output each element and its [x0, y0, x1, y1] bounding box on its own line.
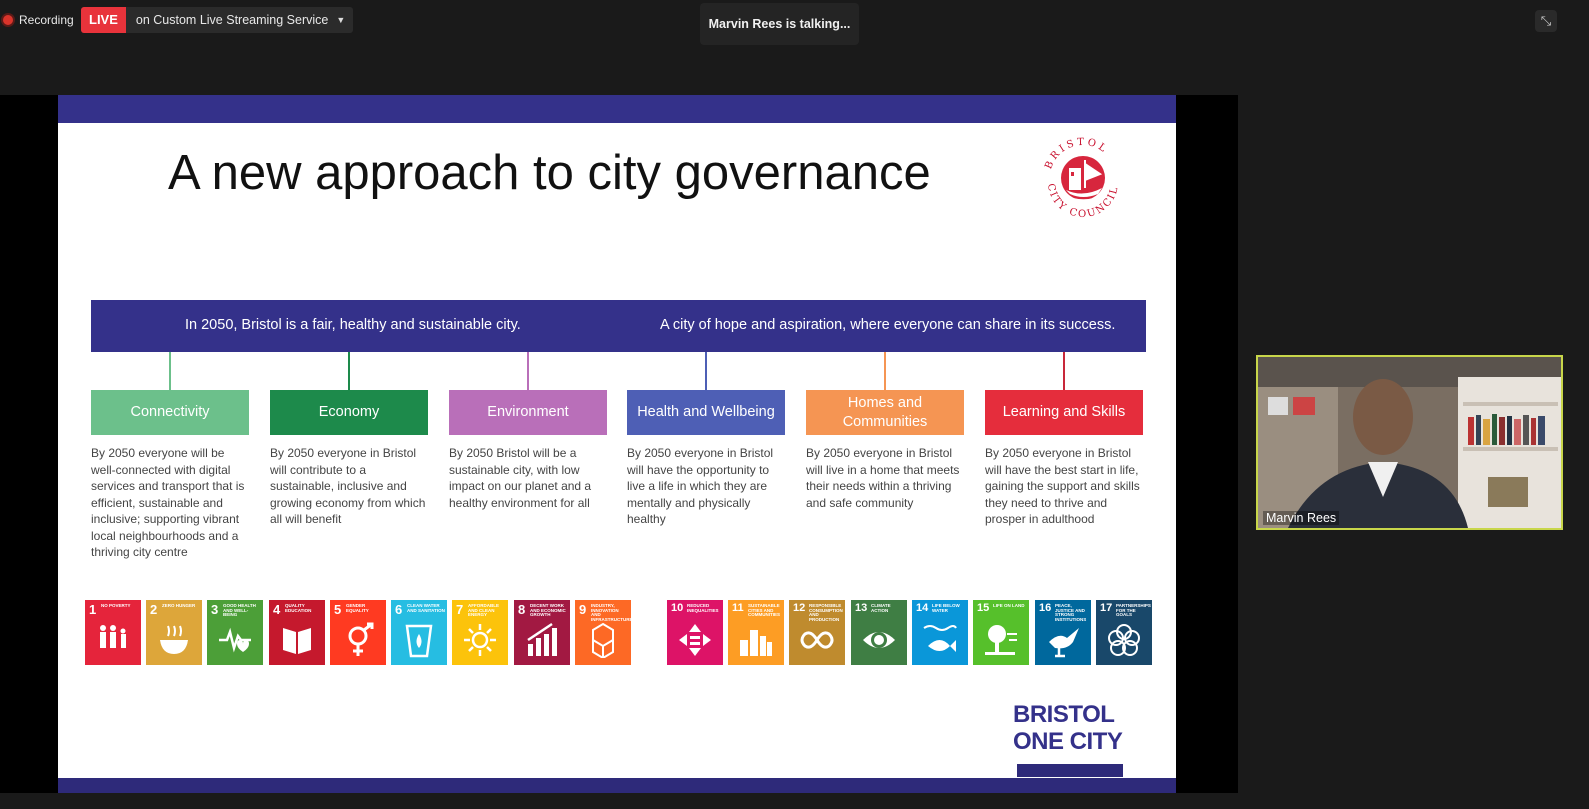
bristol-city-council-seal	[1038, 130, 1128, 225]
family-icon	[95, 622, 131, 658]
sdg-tile	[146, 600, 202, 665]
banner-left-text: In 2050, Bristol is a fair, healthy and sustainable city.	[185, 317, 521, 333]
sdg-label: GENDER EQUALITY	[346, 603, 369, 613]
sdg-label: LIFE BELOW WATER	[932, 603, 960, 613]
theme-description: By 2050 everyone in Bristol will contribute to a sustainable, inclusive and growing economy from which all will benefit	[270, 446, 426, 527]
sdg-tile	[575, 600, 631, 665]
book-icon	[279, 622, 315, 658]
logo-line2: ONE CITY	[1013, 728, 1123, 755]
sdg-label: PARTNERSHIPS FOR THE GOALS	[1116, 603, 1151, 618]
theme-connector	[705, 352, 707, 390]
theme-description: By 2050 everyone in Bristol will live in a home that meets their needs within a thriving and safe community	[806, 446, 960, 510]
slide-bottom-band	[58, 778, 1176, 793]
dove-icon	[1045, 622, 1081, 658]
sdg-tile	[851, 600, 907, 665]
sdg-tile	[85, 600, 141, 665]
sdg-number: 5	[334, 602, 342, 617]
theme-description: By 2050 Bristol will be a sustainable city, with low impact on our planet and a healthy environment for all	[449, 446, 592, 510]
sdg-tile	[391, 600, 447, 665]
theme-box: Economy	[270, 390, 428, 435]
active-speaker-toast: Marvin Rees is talking...	[700, 3, 859, 45]
sdg-number: 6	[395, 602, 403, 617]
sdg-number: 13	[855, 602, 868, 614]
growth-icon	[524, 622, 560, 658]
water-icon	[401, 622, 437, 658]
sdg-tile	[514, 600, 570, 665]
sdg-tile	[1035, 600, 1091, 665]
exit-fullscreen-button[interactable]	[1535, 10, 1557, 32]
sdg-label: SUSTAINABLE CITIES AND COMMUNITIES	[748, 603, 780, 618]
sdg-tile	[973, 600, 1029, 665]
slide-title: A new approach to city governance	[168, 146, 931, 200]
sdg-tile	[452, 600, 508, 665]
sdg-label: QUALITY EDUCATION	[285, 603, 312, 613]
theme-connector	[348, 352, 350, 390]
sdg-number: 17	[1100, 602, 1113, 614]
sdg-tile	[728, 600, 784, 665]
theme-description: By 2050 everyone will be well-connected with digital services and transport that is efficient, sustainable and inclusive; supporting vibrant local neighbourhoods and a thriving city centre	[91, 446, 245, 560]
equality-icon	[677, 622, 713, 658]
meeting-top-bar	[0, 0, 1589, 50]
sdg-number: 7	[456, 602, 464, 617]
sdg-number: 11	[732, 602, 744, 614]
logo-bar	[1017, 764, 1123, 777]
infinity-icon	[799, 622, 835, 658]
eye-globe-icon	[861, 622, 897, 658]
sdg-tile	[330, 600, 386, 665]
sdg-label: AFFORDABLE AND CLEAN ENERGY	[468, 603, 499, 618]
logo-line1: BRISTOL	[1013, 701, 1115, 728]
exit-fullscreen-icon: ⤡	[1540, 13, 1552, 28]
sdg-tile	[789, 600, 845, 665]
participant-video[interactable]	[1256, 355, 1563, 530]
fish-icon	[922, 622, 958, 658]
slide-top-band	[58, 95, 1176, 123]
theme-description: By 2050 everyone in Bristol will have the opportunity to live a life in which they are mentally and physically healthy	[627, 446, 774, 527]
live-stream-dropdown[interactable]	[81, 7, 353, 33]
tree-icon	[983, 622, 1019, 658]
banner-right-text: A city of hope and aspiration, where everyone can share in its success.	[660, 317, 1116, 333]
participant-name: Marvin Rees	[1263, 511, 1339, 525]
rings-icon	[1106, 622, 1142, 658]
bowl-icon	[156, 622, 192, 658]
caret-down-icon: ▼	[336, 15, 346, 25]
sdg-number: 9	[579, 602, 587, 617]
sdg-tile	[207, 600, 263, 665]
bristol-one-city-logo	[1013, 701, 1128, 781]
sdg-number: 15	[977, 602, 990, 614]
sdg-number: 14	[916, 602, 929, 614]
sdg-tile	[667, 600, 723, 665]
theme-connector	[1063, 352, 1065, 390]
vision-banner	[91, 300, 1146, 352]
live-badge: LIVE	[81, 7, 126, 33]
sdg-label: GOOD HEALTH AND WELL-BEING	[223, 603, 256, 618]
sdg-label: RESPONSIBLE CONSUMPTION AND PRODUCTION	[809, 603, 843, 623]
sdg-number: 2	[150, 602, 158, 617]
theme-box: Homes and Communities	[806, 390, 964, 435]
live-service-label: on Custom Live Streaming Service	[135, 13, 329, 27]
sdg-number: 16	[1039, 602, 1052, 614]
sun-icon	[462, 622, 498, 658]
record-icon	[3, 15, 13, 25]
sdg-number: 3	[211, 602, 219, 617]
theme-connector	[527, 352, 529, 390]
sdg-tile	[912, 600, 968, 665]
theme-connector	[884, 352, 886, 390]
sdg-number: 4	[273, 602, 281, 617]
theme-box: Health and Wellbeing	[627, 390, 785, 435]
sdg-tile	[269, 600, 325, 665]
sdg-label: REDUCED INEQUALITIES	[687, 603, 719, 613]
sdg-number: 10	[671, 602, 684, 614]
sdg-label: LIFE ON LAND	[993, 603, 1025, 608]
sdg-number: 1	[89, 602, 97, 617]
theme-box: Learning and Skills	[985, 390, 1143, 435]
sdg-label: CLIMATE ACTION	[871, 603, 891, 613]
sdg-tile	[1096, 600, 1152, 665]
gender-icon	[340, 622, 376, 658]
theme-connector	[169, 352, 171, 390]
svg-text:BRISTOL: BRISTOL	[1043, 136, 1111, 171]
sdg-label: NO POVERTY	[101, 603, 131, 608]
cubes-icon	[585, 622, 621, 658]
video-feed	[1258, 357, 1561, 528]
theme-box: Connectivity	[91, 390, 249, 435]
city-icon	[738, 622, 774, 658]
presentation-slide	[58, 95, 1176, 793]
theme-box: Environment	[449, 390, 607, 435]
sdg-number: 12	[793, 602, 806, 614]
recording-label: Recording	[19, 13, 74, 27]
sdg-label: CLEAN WATER AND SANITATION	[407, 603, 445, 613]
theme-description: By 2050 everyone in Bristol will have the best start in life, gaining the support and skills they need to thrive and prosper in adulthood	[985, 446, 1140, 527]
heartbeat-icon	[217, 622, 253, 658]
sdg-label: PEACE, JUSTICE AND STRONG INSTITUTIONS	[1055, 603, 1087, 623]
sdg-label: DECENT WORK AND ECONOMIC GROWTH	[530, 603, 566, 618]
svg-text:CITY COUNCIL: CITY COUNCIL	[1044, 182, 1121, 221]
sdg-label: INDUSTRY, INNOVATION AND INFRASTRUCTURE	[591, 603, 633, 623]
recording-indicator[interactable]	[3, 13, 74, 27]
sdg-number: 8	[518, 602, 526, 617]
sdg-label: ZERO HUNGER	[162, 603, 196, 608]
